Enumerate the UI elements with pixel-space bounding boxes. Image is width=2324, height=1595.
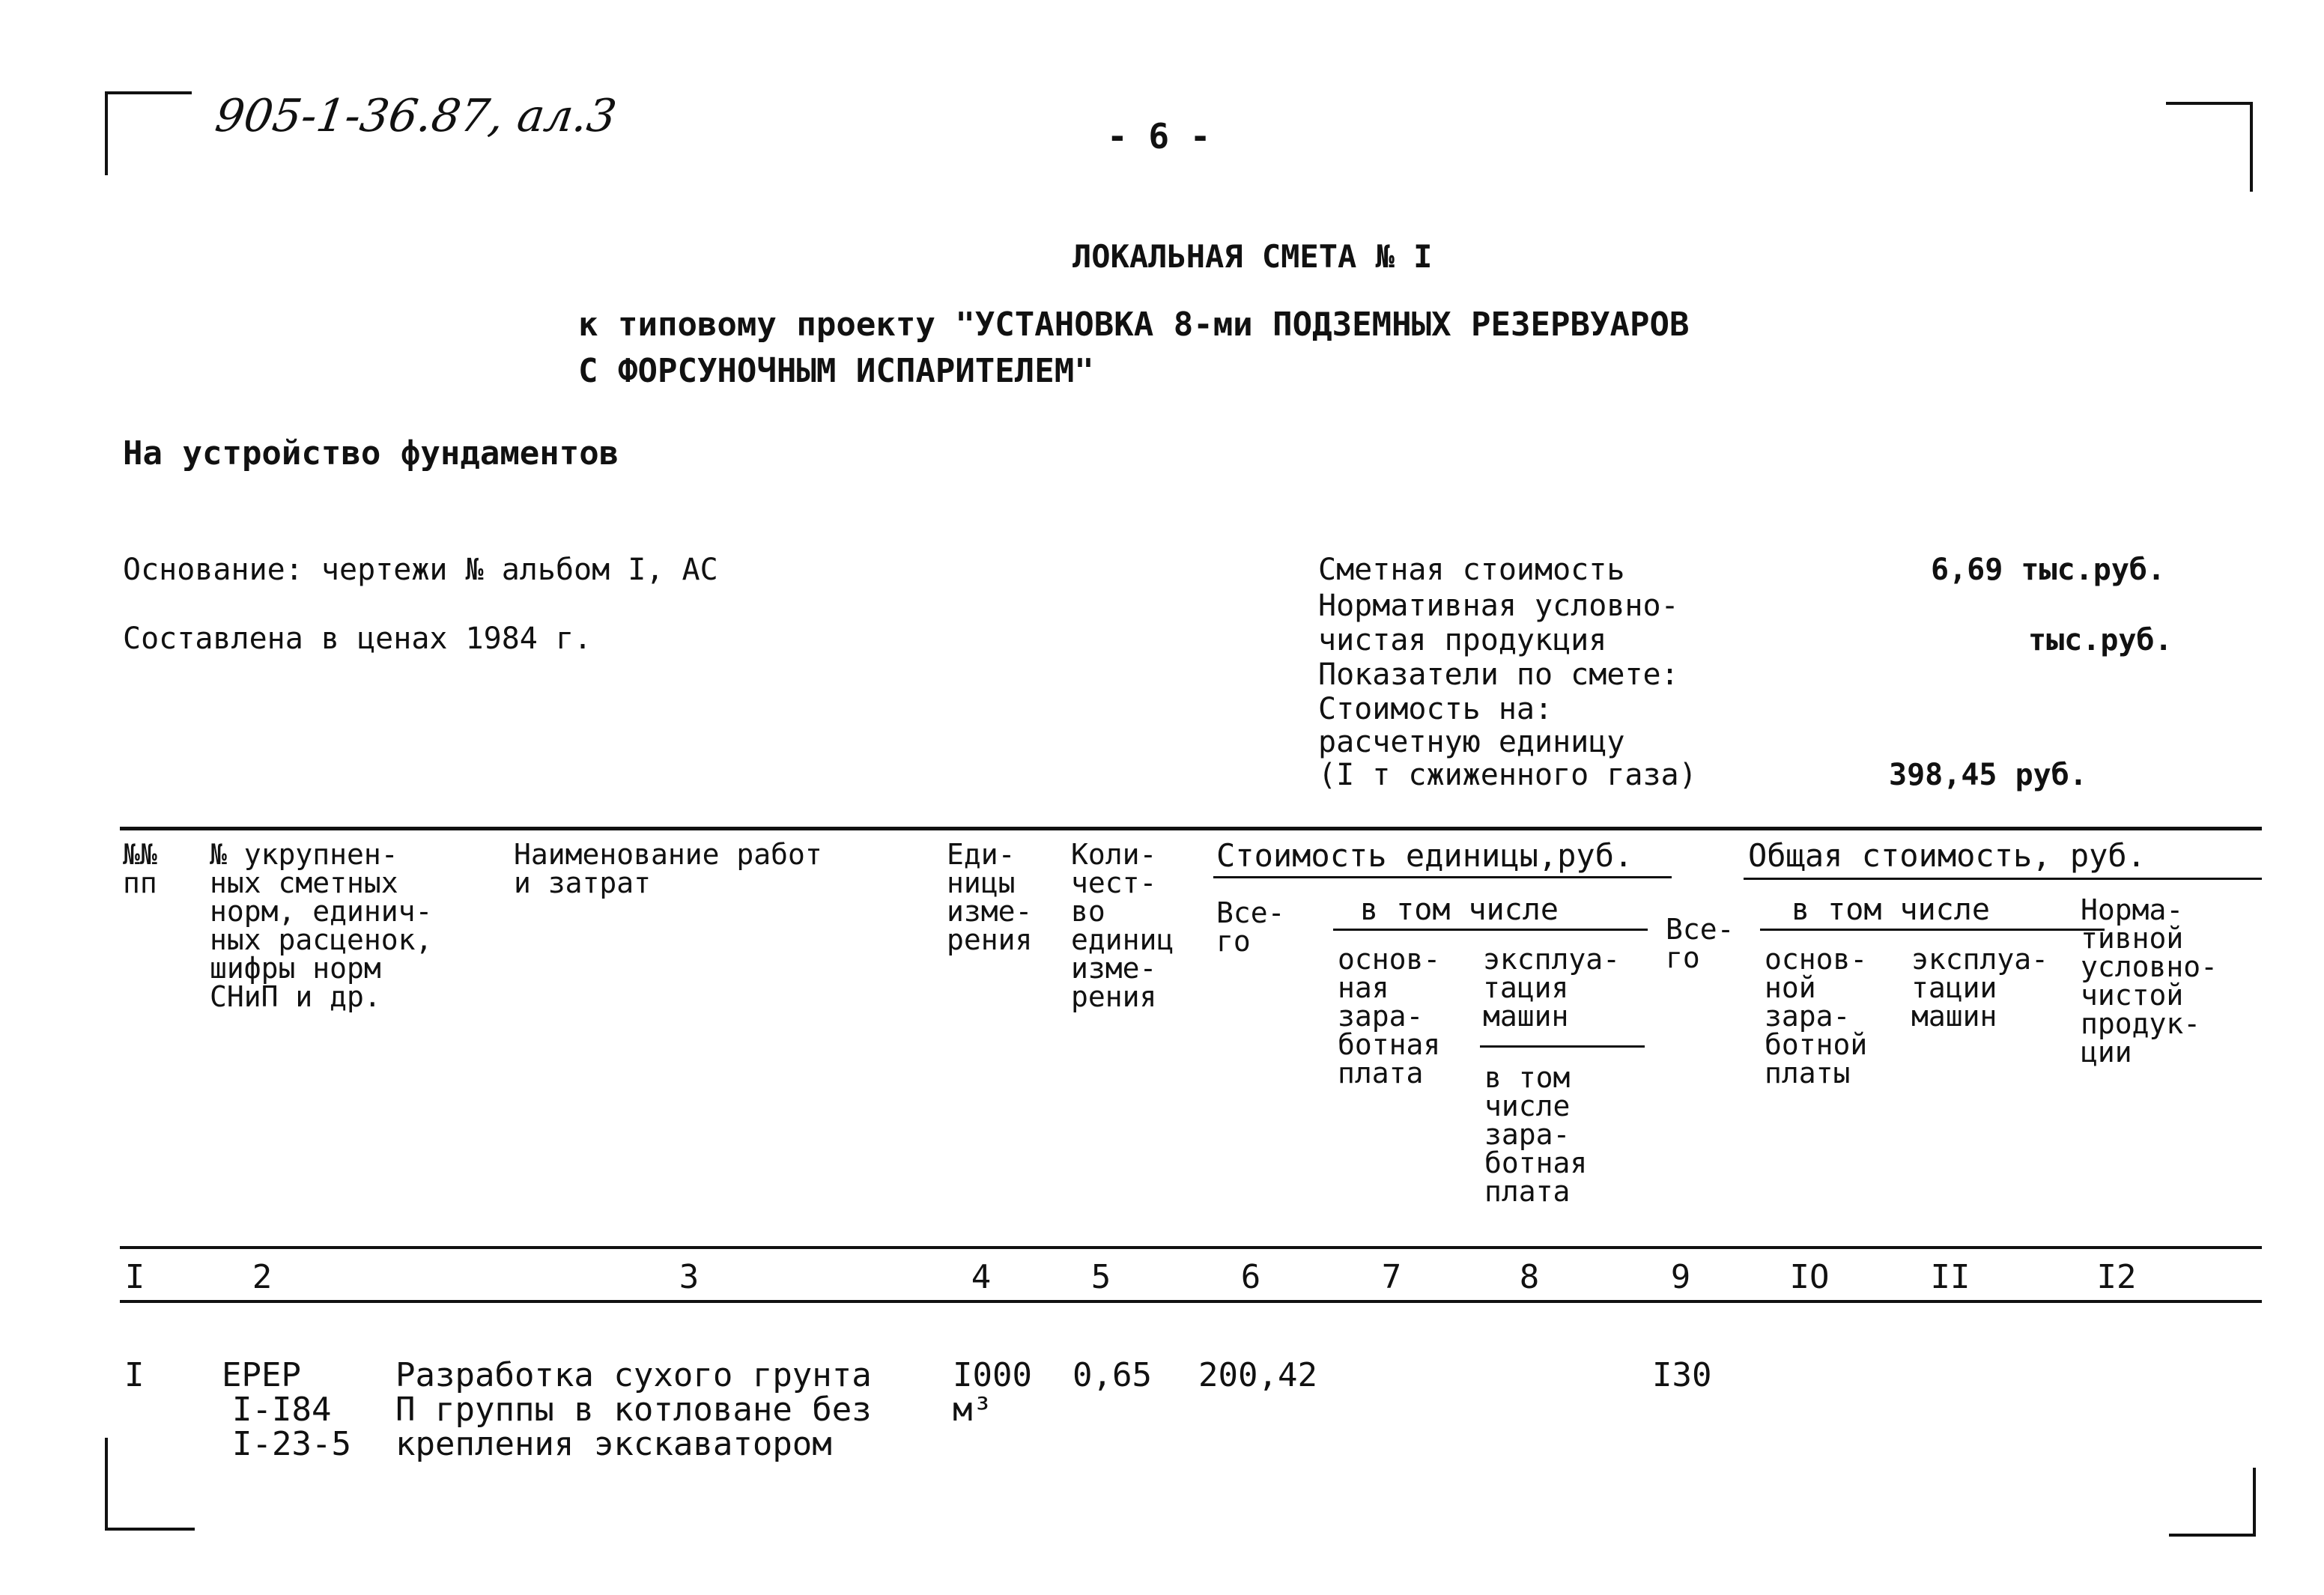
column-number: 2 — [252, 1258, 273, 1296]
column-number: I2 — [2096, 1258, 2137, 1296]
column-number: IO — [1789, 1258, 1830, 1296]
header-col-12: Норма- тивной условно- чистой продук- ции — [2081, 893, 2218, 1069]
prices-line: Составлена в ценах 1984 г. — [123, 622, 592, 656]
header-col-2: № укрупнен- ных сметных норм, единич- ных расценок, шифры норм СНиП и др. — [210, 838, 433, 1013]
corner-mark-bottom-right — [2169, 1468, 2256, 1537]
unit-cost-group-rule — [1213, 876, 1672, 878]
normative-value: тыс.руб. — [2028, 623, 2173, 657]
column-number: I — [124, 1258, 145, 1296]
unit-value: 398,45 руб. — [1889, 758, 2087, 792]
header-group-total-cost: Общая стоимость, руб. — [1748, 837, 2146, 874]
subject-line: На устройство фундаментов — [123, 434, 619, 473]
numbers-bottom-rule — [120, 1300, 2262, 1303]
title-line-2: С ФОРСУНОЧНЫМ ИСПАРИТЕЛЕМ" — [578, 352, 1094, 390]
machines-subrule — [1480, 1045, 1645, 1048]
header-col-5: Коли- чест- во единиц изме- рения — [1071, 838, 1174, 1013]
unit-detail: (I т сжиженного газа) — [1318, 758, 1697, 792]
column-number: II — [1930, 1258, 1970, 1296]
normative-label-2: чистая продукция — [1318, 623, 1607, 657]
header-col-1: №№ пп — [123, 838, 157, 899]
header-including-unit: в том числе — [1360, 893, 1559, 927]
basis-line: Основание: чертежи № альбом I, АС — [123, 553, 718, 587]
header-bottom-rule — [120, 1246, 2262, 1249]
corner-mark-top-right — [2166, 102, 2253, 192]
header-col-10: основ- ной зара- ботной платы — [1765, 943, 1868, 1090]
including-rule-total — [1760, 929, 2105, 931]
header-col-8: эксплуа- тация машин — [1483, 943, 1621, 1033]
header-col-11: эксплуа- тации машин — [1911, 943, 2049, 1033]
column-number: 4 — [971, 1258, 992, 1296]
row-number: I — [124, 1356, 145, 1394]
header-col-7: основ- ная зара- ботная плата — [1338, 943, 1441, 1090]
column-number: 3 — [679, 1258, 700, 1296]
total-cost-group-rule — [1744, 878, 2262, 880]
row-total: I30 — [1652, 1356, 1712, 1394]
row-quantity: 0,65 — [1073, 1356, 1152, 1394]
including-rule-unit — [1333, 929, 1648, 931]
header-col-4: Еди- ницы изме- рения — [947, 838, 1033, 956]
row-name: Разработка сухого грунта П группы в котловане без крепления экскаватором — [395, 1356, 872, 1463]
column-number: 5 — [1090, 1258, 1111, 1296]
corner-mark-top-left — [105, 91, 192, 175]
row-unit-total: 200,42 — [1198, 1356, 1317, 1394]
header-col-9: Все- го — [1666, 913, 1735, 974]
header-col-6: Все- го — [1216, 896, 1285, 958]
column-number: 8 — [1519, 1258, 1540, 1296]
column-number: 6 — [1240, 1258, 1261, 1296]
normative-label-1: Нормативная условно- — [1318, 589, 1679, 623]
document-code: 905-1-36.87, ал.3 — [212, 90, 620, 142]
header-col-3: Наименование работ и затрат — [514, 838, 822, 899]
header-col-8-sub: в том числе зара- ботная плата — [1484, 1061, 1588, 1208]
cost-per-label: Стоимость на: — [1318, 692, 1553, 726]
row-code: ЕРЕР I-I84 I-23-5 — [222, 1356, 351, 1463]
estimate-heading: ЛОКАЛЬНАЯ СМЕТА № I — [1073, 238, 1433, 275]
cost-value: 6,69 тыс.руб. — [1931, 553, 2166, 587]
page-number: - 6 - — [1107, 116, 1211, 157]
title-line-1: к типовому проекту "УСТАНОВКА 8-ми ПОДЗЕМНЫХ РЕЗЕРВУАРОВ — [578, 306, 1690, 344]
corner-mark-bottom-left — [105, 1438, 195, 1531]
row-unit: I000 м³ — [953, 1356, 1032, 1429]
indicators-label: Показатели по смете: — [1318, 657, 1679, 692]
header-including-total: в том числе — [1791, 893, 1990, 927]
header-group-unit-cost: Стоимость единицы,руб. — [1216, 837, 1633, 874]
column-number: 9 — [1670, 1258, 1691, 1296]
cost-label: Сметная стоимость — [1318, 553, 1625, 587]
unit-label: расчетную единицу — [1318, 725, 1625, 759]
table-top-rule — [120, 827, 2262, 830]
column-number: 7 — [1381, 1258, 1402, 1296]
